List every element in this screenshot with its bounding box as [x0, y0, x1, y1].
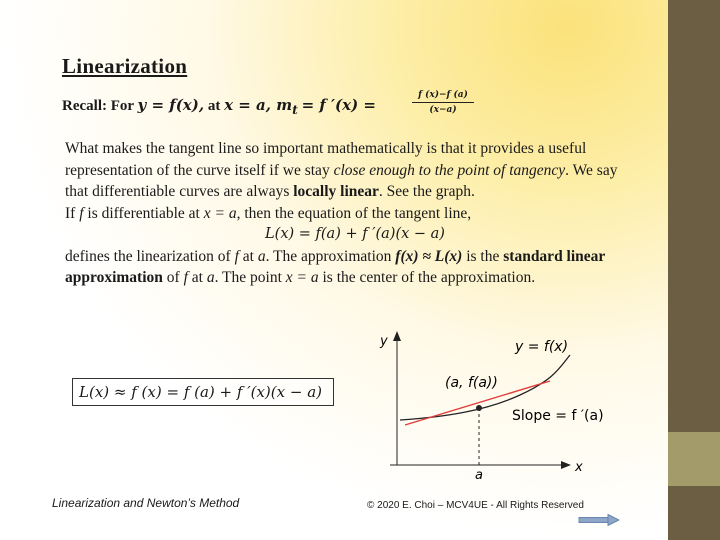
tangent-line-graph	[375, 325, 635, 485]
text-run: What makes the tangent line so important mathematically is that it provides a useful representation of the curve itself if we stay	[65, 140, 587, 179]
text-run: . The point	[214, 269, 286, 286]
math-var: f	[234, 247, 239, 265]
y-axis-arrow-icon	[393, 331, 401, 341]
x-axis-label: x	[575, 460, 583, 475]
recall-expr-1: y = f(x),	[137, 96, 205, 114]
point-label: (a, f(a))	[445, 375, 498, 391]
math-expr: x = a	[285, 269, 319, 286]
bold-term: locally linear	[293, 183, 379, 200]
fraction-numerator: f (x)−f (a)	[412, 90, 474, 103]
text-run: , then the equation of the tangent line,	[236, 204, 472, 222]
approximation-formula-box: L(x) ≈ f (x) = f (a) + f ′(x)(x − a)	[72, 378, 334, 406]
math-var: a	[206, 269, 215, 286]
footer-title: Linearization and Newton’s Method	[52, 496, 240, 510]
text-run: is differentiable at	[83, 204, 204, 222]
body-text	[65, 138, 625, 289]
slide-title: Linearization	[62, 54, 188, 78]
text-run: defines the linearization of	[65, 247, 235, 265]
math-expr: x = a	[203, 204, 237, 222]
text-run: at	[238, 247, 258, 265]
recall-line	[62, 96, 376, 117]
bold-term: standard linear approximation	[65, 247, 606, 286]
math-var: a	[257, 247, 266, 265]
math-var: f	[183, 269, 188, 286]
text-run: of	[162, 269, 184, 286]
paragraph-2	[65, 203, 625, 225]
recall-expr-2: x = a, m	[224, 96, 293, 114]
y-axis-label: y	[380, 334, 388, 349]
linearization-equation: L(x) = f(a) + f ′(a)(x − a)	[265, 226, 445, 242]
recall-label: Recall: For	[62, 98, 134, 114]
side-bar	[668, 0, 720, 540]
paragraph-3	[65, 246, 625, 289]
math-var: f	[79, 204, 84, 222]
footer-copyright: © 2020 E. Choi – MCV4UE - All Rights Reserved	[367, 500, 584, 511]
text-run: . The approximation	[265, 247, 396, 265]
text-run: is the center of the approximation.	[318, 269, 536, 286]
recall-expr-3: = f ′(x) =	[301, 96, 376, 114]
recall-at: at	[207, 98, 221, 114]
emphasis-text: close enough to the point of tangency	[333, 161, 566, 179]
paragraph-1	[65, 138, 625, 203]
tangent-point	[476, 405, 482, 411]
slope-fraction	[412, 90, 474, 115]
math-expr: f(x) ≈ L(x)	[395, 247, 463, 265]
text-run: If	[65, 204, 80, 222]
text-run: . We say that differentiable curves are always	[65, 161, 618, 200]
curve-label: y = f(x)	[515, 339, 569, 355]
a-label: a	[475, 467, 483, 483]
text-run: at	[187, 269, 207, 286]
text-run: is the	[462, 247, 504, 265]
recall-subscript: t	[292, 102, 298, 117]
side-bar-accent	[668, 432, 720, 486]
text-run: . See the graph.	[378, 183, 475, 200]
fraction-denominator: (x−a)	[429, 105, 457, 115]
x-axis-arrow-icon	[561, 461, 571, 469]
slope-label: Slope = f ′(a)	[512, 408, 604, 424]
next-slide-arrow-icon[interactable]	[578, 514, 620, 526]
